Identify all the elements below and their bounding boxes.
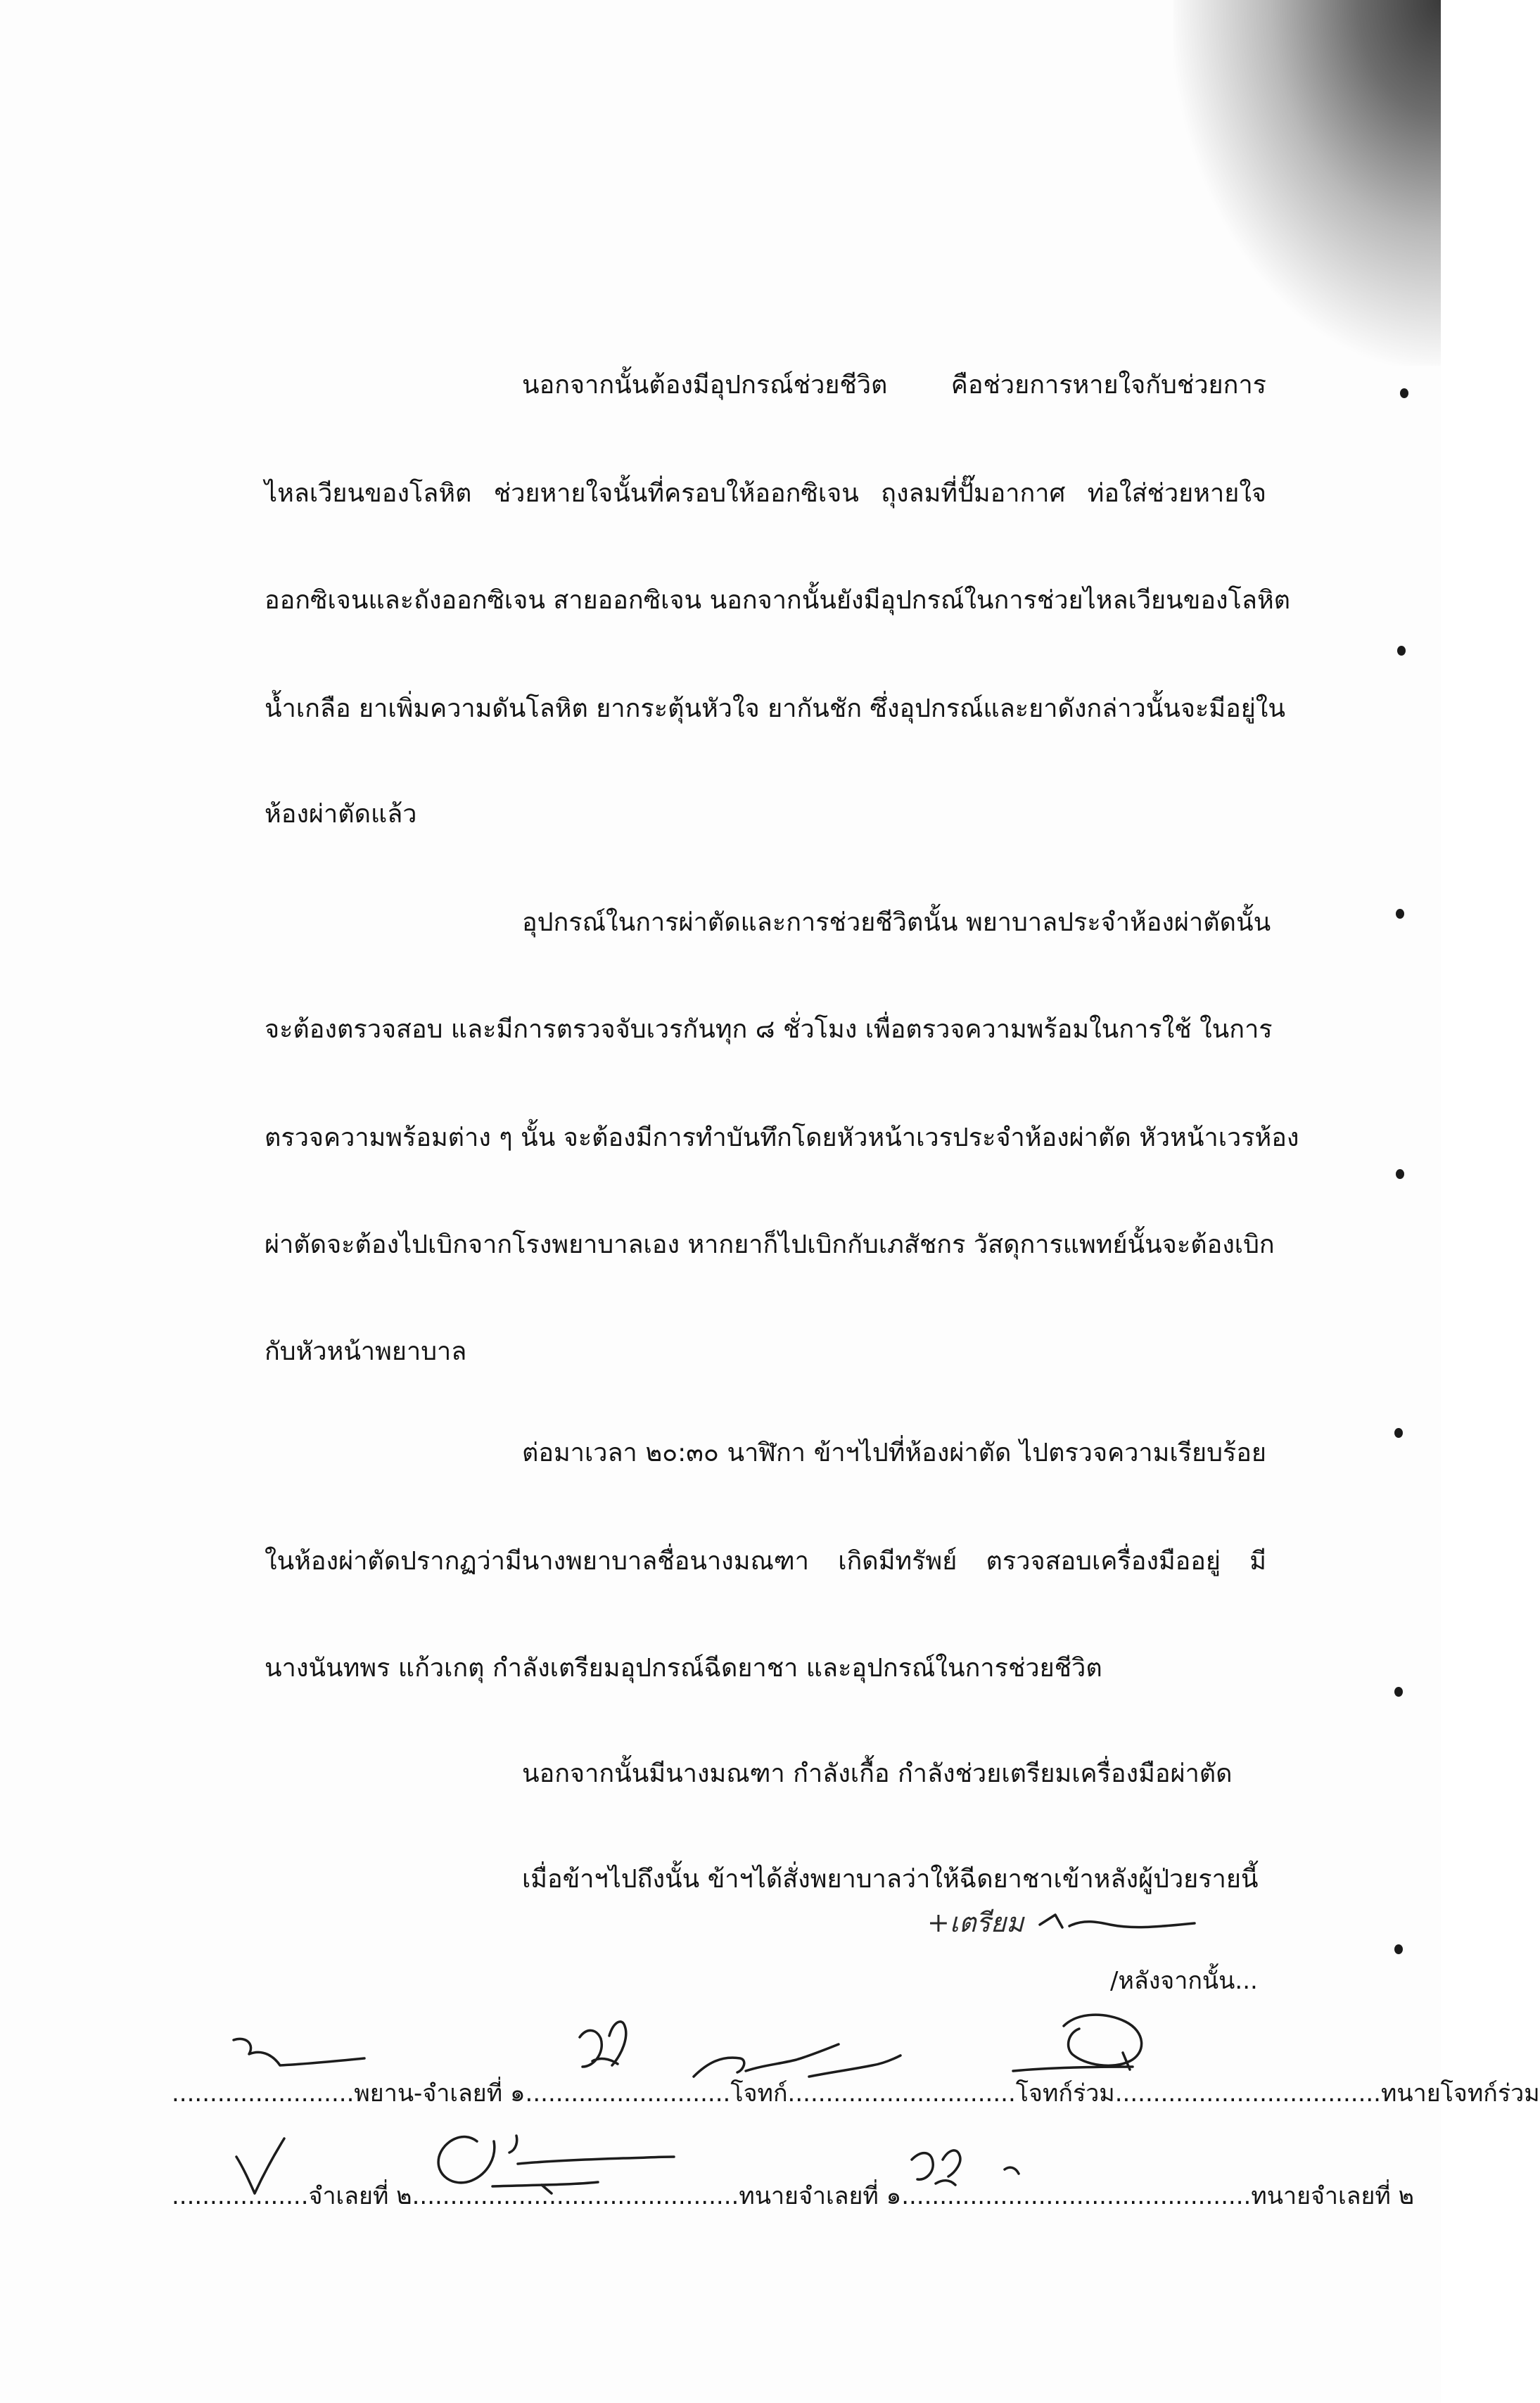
handwritten-note: +เตรียม (927, 1907, 1024, 1938)
dotted-line: .................. (172, 2182, 309, 2210)
paragraph-3-line-3: นางนันทพร แก้วเกตุ กำลังเตรียมอุปกรณ์ฉีดยาชา และอุปกรณ์ในการช่วยชีวิต (265, 1654, 1102, 1683)
margin-dot (1396, 1169, 1404, 1179)
dotted-line: ................................... (1114, 2079, 1381, 2108)
margin-dot (1400, 388, 1408, 398)
paragraph-2-line-1: อุปกรณ์ในการผ่าตัดและการช่วยชีวิตนั้น พยาบาลประจำห้องผ่าตัดนั้น (522, 908, 1271, 937)
paragraph-3-line-1: ต่อมาเวลา ๒๐:๓๐ นาฬิกา ข้าฯไปที่ห้องผ่าตัด ไปตรวจความเรียบร้อย (522, 1439, 1266, 1467)
margin-dot (1396, 909, 1404, 919)
paragraph-5: เมื่อข้าฯไปถึงนั้น ข้าฯได้สั่งพยาบาลว่าให้ฉีดยาชาเข้าหลังผู้ป่วยรายนี้ (522, 1865, 1259, 1894)
paragraph-3-line-2: ในห้องผ่าตัดปรากฏว่ามีนางพยาบาลชื่อนางมณฑา เกิดมีทรัพย์ ตรวจสอบเครื่องมืออยู่ มี (265, 1547, 1266, 1576)
margin-dot (1394, 1687, 1403, 1697)
paragraph-1-line-5: ห้องผ่าตัดแล้ว (265, 800, 417, 829)
co-plaintiff-lawyer-label: ทนายโจทก์ร่วม (1381, 2079, 1540, 2108)
paragraph-1-line-3: ออกซิเจนและถังออกซิเจน สายออกซิเจน นอกจากนั้นยังมีอุปกรณ์ในการช่วยไหลเวียนของโลหิต (265, 586, 1291, 615)
defendant-1-lawyer-label: ทนายจำเลยที่ ๑ (739, 2182, 902, 2210)
scanner-shadow (1173, 0, 1441, 366)
margin-dot (1397, 646, 1406, 656)
margin-dot (1394, 1944, 1403, 1954)
defendant-2-lawyer-label: ทนายจำเลยที่ ๒ (1251, 2182, 1415, 2210)
continuation-marker: /หลังจากนั้น... (1110, 1967, 1258, 1995)
signature-3 (694, 2044, 901, 2077)
signature-1 (234, 2039, 364, 2065)
witness-defendant-1-label: พยาน-จำเลยที่ ๑ (354, 2079, 526, 2108)
paragraph-2-line-4: ผ่าตัดจะต้องไปเบิกจากโรงพยาบาลเอง หากยาก็ไปเบิกกับเภสัชกร วัสดุการแพทย์นั้นจะต้องเบิก (265, 1230, 1275, 1259)
paragraph-2-line-3: ตรวจความพร้อมต่าง ๆ นั้น จะต้องมีการทำบันทึกโดยหัวหน้าเวรประจำห้องผ่าตัด หัวหน้าเวรห้อง (265, 1123, 1299, 1152)
dotted-line: ........................... (525, 2079, 731, 2108)
plaintiff-label: โจทก์ (730, 2079, 788, 2108)
co-plaintiff-label: โจทก์ร่วม (1015, 2079, 1115, 2108)
paragraph-2-line-2: จะต้องตรวจสอบ และมีการตรวจจับเวรกันทุก ๘ ชั่วโมง เพื่อตรวจความพร้อมในการใช้ ในการ (265, 1015, 1273, 1044)
paragraph-1-line-2: ไหลเวียนของโลหิต ช่วยหายใจนั้นที่ครอบให้ออกซิเจน ถุงลมที่ปั๊มอากาศ ท่อใส่ช่วยหายใจ (265, 479, 1266, 508)
paragraph-1-line-4: น้ำเกลือ ยาเพิ่มความดันโลหิต ยากระตุ้นหัวใจ ยากันชัก ซึ่งอุปกรณ์และยาดังกล่าวนั้นจะมีอยู่ใน (265, 694, 1285, 723)
signature-row-1 (172, 2077, 1540, 2110)
signature-row-2 (172, 2179, 1414, 2213)
note-scribble (1040, 1915, 1195, 1927)
paragraph-4: นอกจากนั้นมีนางมณฑา กำลังเกื้อ กำลังช่วยเตรียมเครื่องมือผ่าตัด (522, 1759, 1233, 1788)
dotted-line: .............................. (787, 2079, 1016, 2108)
paragraph-1-line-1: นอกจากนั้นต้องมีอุปกรณ์ช่วยชีวิต คือช่วยการหายใจกับช่วยการ (522, 371, 1266, 400)
signature-2 (580, 2022, 626, 2067)
dotted-line: ........................ (172, 2079, 355, 2108)
signature-4 (1013, 2015, 1142, 2071)
signature-7-tick (1005, 2167, 1019, 2174)
paragraph-2-line-5: กับหัวหน้าพยาบาล (265, 1337, 467, 1366)
margin-dot (1394, 1428, 1403, 1438)
dotted-line: .............................................. (901, 2182, 1252, 2210)
dotted-line: ........................................... (412, 2182, 739, 2210)
defendant-2-label: จำเลยที่ ๒ (308, 2182, 412, 2210)
